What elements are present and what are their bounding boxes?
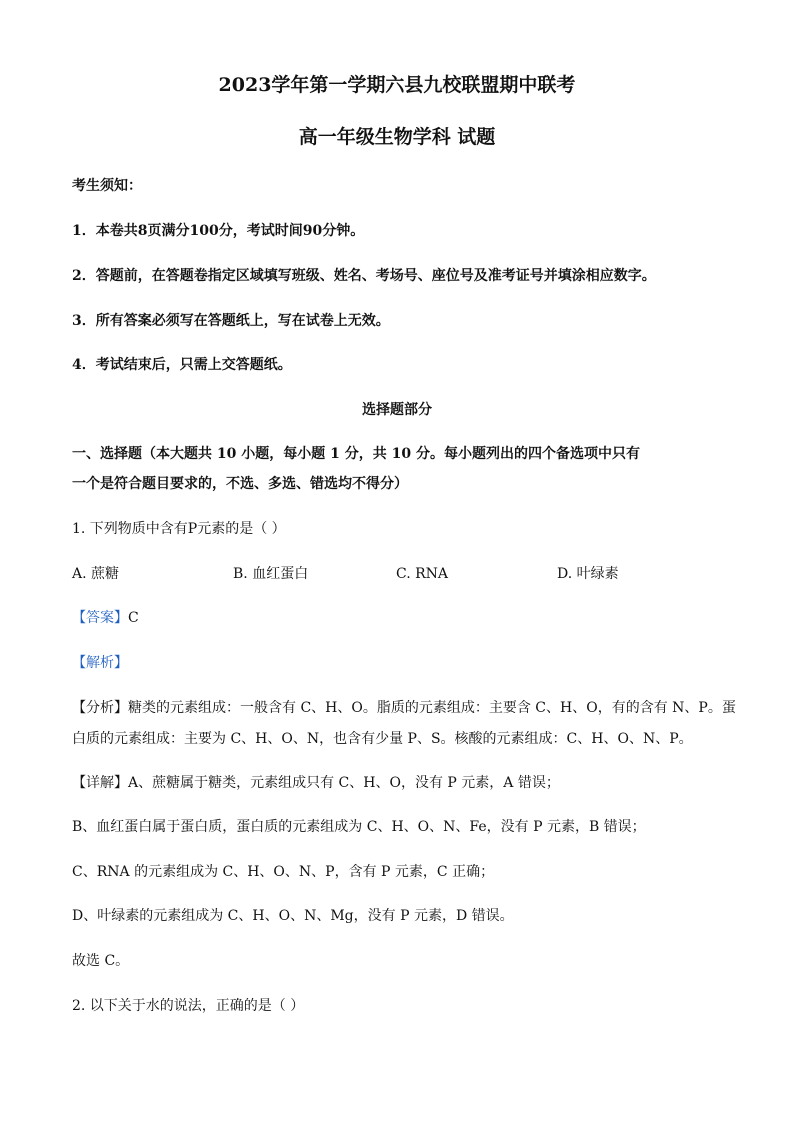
analysis-tag: 【解析】 [72,655,128,671]
question-1-option-d: D. 叶绿素 [557,566,619,582]
notice-heading: 考生须知： [72,178,142,194]
xiangjie-tag: 【详解】 [72,775,128,791]
fenxi-tag: 【分析】 [72,700,128,716]
answer-row [72,608,139,628]
notice-item-2: 2．答题前，在答题卷指定区域填写班级、姓名、考场号、座位号及准考证号并填涂相应数字。 [72,268,656,284]
section-instructions-1: 一、选择题（本大题共 10 小题，每小题 1 分，共 10 分。每小题列出的四个备选项中只有 [72,446,640,462]
fenxi-text-2: 白质的元素组成：主要为 C、H、O、N，也含有少量 P、S。核酸的元素组成：C、H、O、N、P。 [72,731,693,747]
exam-title: 2023学年第一学期六县九校联盟期中联考 [218,74,576,96]
xiangjie-text-a: A、蔗糖属于糖类，元素组成只有 C、H、O，没有 P 元素，A 错误； [128,775,560,791]
section-title: 选择题部分 [362,402,432,418]
notice-item-3: 3．所有答案必须写在答题纸上，写在试卷上无效。 [72,313,390,329]
answer-value: C [128,610,139,626]
fenxi-row [72,698,736,718]
answer-tag: 【答案】 [72,610,128,626]
question-1-stem: 1. 下列物质中含有P元素的是（ ） [72,521,286,537]
fenxi-text-1: 糖类的元素组成：一般含有 C、H、O。脂质的元素组成：主要含 C、H、O，有的含有 N、P。蛋 [128,700,736,716]
question-2-stem: 2. 以下关于水的说法，正确的是（ ） [72,998,305,1014]
question-1-option-c: C. RNA [396,566,449,582]
xiangjie-row [72,773,560,793]
exam-subtitle: 高一年级生物学科 试题 [298,126,496,148]
section-instructions-2: 一个是符合题目要求的，不选、多选、错选均不得分） [72,476,408,492]
explanation-c: C、RNA 的元素组成为 C、H、O、N、P，含有 P 元素，C 正确； [72,864,495,880]
notice-item-1: 1．本卷共8页满分100分，考试时间90分钟。 [72,223,365,239]
explanation-b: B、血红蛋白属于蛋白质，蛋白质的元素组成为 C、H、O、N、Fe，没有 P 元素，B 错误； [72,819,646,835]
question-1-option-b: B. 血红蛋白 [233,566,309,582]
explanation-d: D、叶绿素的元素组成为 C、H、O、N、Mg，没有 P 元素，D 错误。 [72,908,514,924]
notice-item-4: 4．考试结束后，只需上交答题纸。 [72,357,292,373]
question-1-option-a: A. 蔗糖 [72,566,120,582]
conclusion: 故选 C。 [72,953,130,969]
